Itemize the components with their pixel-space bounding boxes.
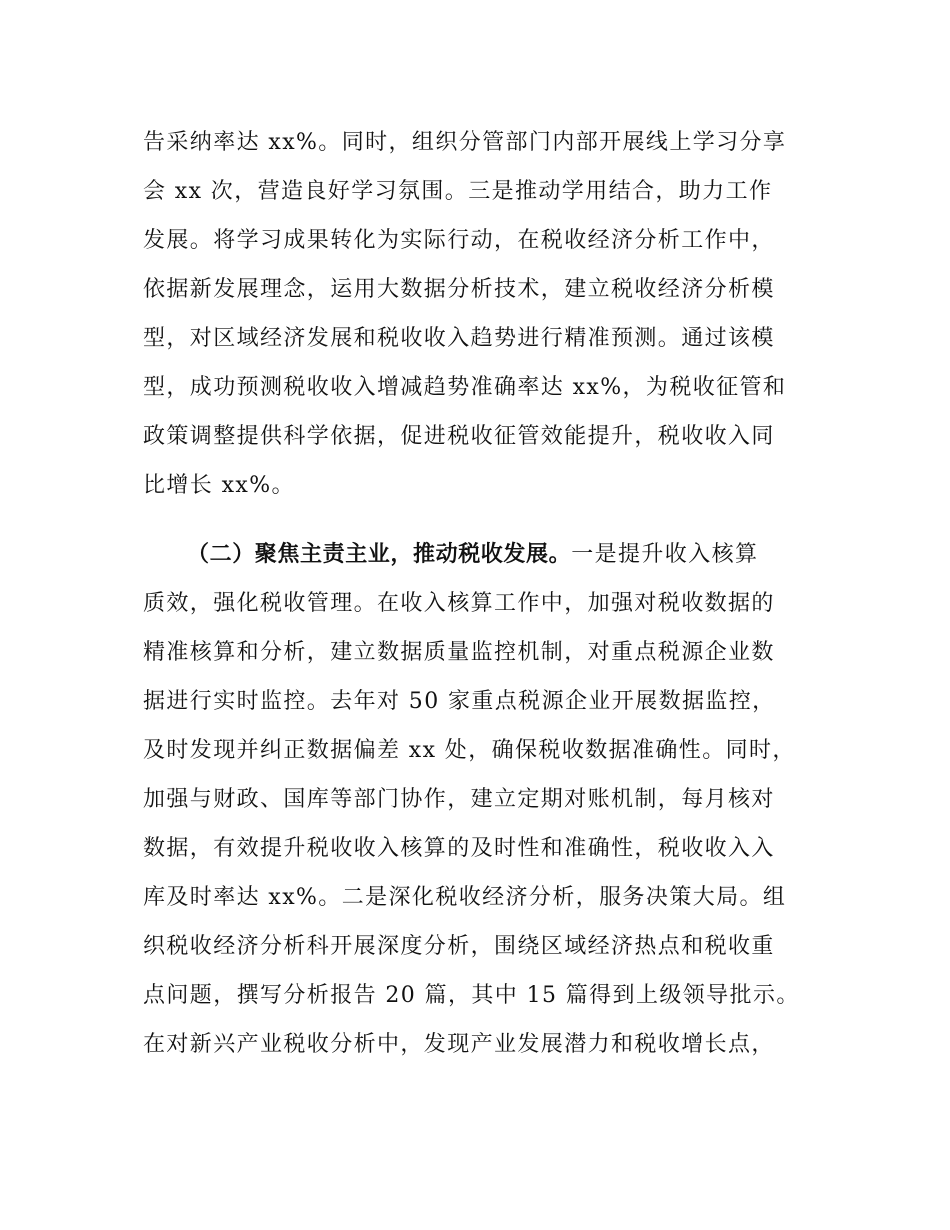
text-line: 政策调整提供科学依据，促进税收征管效能提升，税收收入同 — [143, 424, 775, 449]
paragraph-first-line — [187, 540, 758, 570]
text-line: 型，成功预测税收收入增减趋势准确率达 xx%，为税收征管和 — [143, 375, 787, 400]
text-line: 织税收经济分析科开展深度分析，围绕区域经济热点和税收重 — [143, 934, 775, 959]
text-line: 依据新发展理念，运用大数据分析技术，建立税收经济分析模 — [143, 277, 775, 302]
text-line: 型，对区域经济发展和税收收入趋势进行精准预测。通过该模 — [143, 326, 775, 351]
section-heading: （二）聚焦主责主业，推动税收发展。 — [187, 542, 572, 567]
text-line: 比增长 xx%。 — [143, 473, 295, 498]
text-line: 点问题，撰写分析报告 20 篇，其中 15 篇得到上级领导批示。 — [143, 983, 800, 1008]
text-line: 告采纳率达 xx%。同时，组织分管部门内部开展线上学习分享 — [143, 130, 787, 155]
text-line: 质效，强化税收管理。在收入核算工作中，加强对税收数据的 — [143, 591, 775, 616]
text-line: 数据，有效提升税收收入核算的及时性和准确性，税收收入入 — [143, 836, 775, 861]
text-line: 会 xx 次，营造良好学习氛围。三是推动学用结合，助力工作 — [143, 179, 773, 204]
text-line: 加强与财政、国库等部门协作，建立定期对账机制，每月核对 — [143, 787, 775, 812]
text-line: 发展。将学习成果转化为实际行动，在税收经济分析工作中， — [143, 228, 775, 253]
text-line: 据进行实时监控。去年对 50 家重点税源企业开展数据监控， — [143, 689, 776, 714]
text-line: 精准核算和分析，建立数据质量监控机制，对重点税源企业数 — [143, 640, 775, 665]
text-line: 库及时率达 xx%。二是深化税收经济分析，服务决策大局。组 — [143, 885, 787, 910]
first-line-text: 一是提升收入核算 — [571, 542, 759, 567]
text-line: 在对新兴产业税收分析中，发现产业发展潜力和税收增长点， — [143, 1032, 775, 1057]
text-line: 及时发现并纠正数据偏差 xx 处，确保税收数据准确性。同时， — [143, 738, 796, 763]
